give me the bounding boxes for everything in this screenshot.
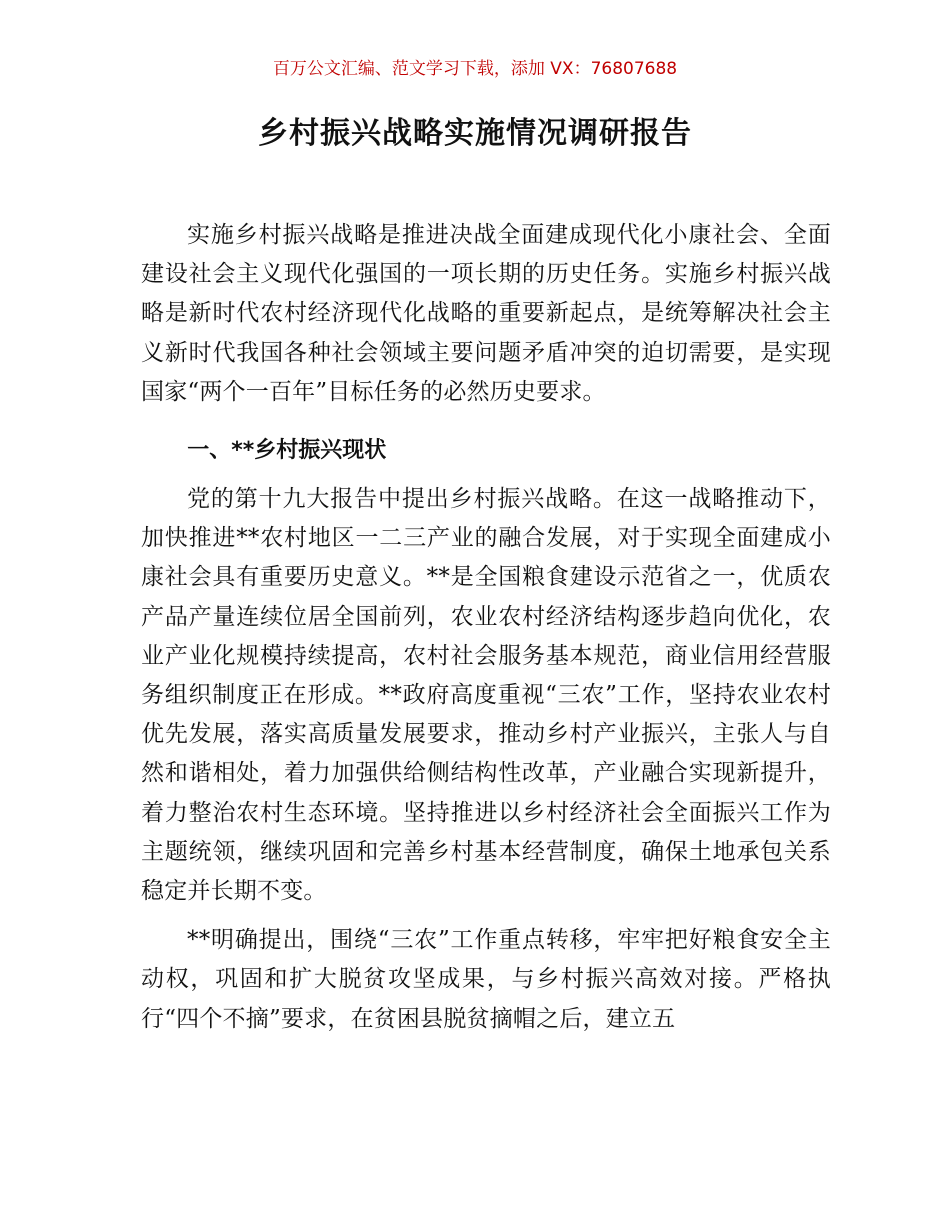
document-body	[141, 216, 831, 1039]
section-1-paragraph-1: 党的第十九大报告中提出乡村振兴战略。在这一战略推动下，加快推进**农村地区一二三产业的融合发展，对于实现全面建成小康社会具有重要历史意义。**是全国粮食建设示范省之一，优质农产品产量连续位居全国前列，农业农村经济结构逐步趋向优化，农业产业化规模持续提高，农村社会服务基本规范，商业信用经营服务组织制度正在形成。**政府高度重视“三农”工作，坚持农业农村优先发展，落实高质量发展要求，推动乡村产业振兴，主张人与自然和谐相处，着力加强供给侧结构性改革，产业融合实现新提升，着力整治农村生态环境。坚持推进以乡村经济社会全面振兴工作为主题统领，继续巩固和完善乡村基本经营制度，确保土地承包关系稳定并长期不变。	[141, 486, 831, 905]
document-title: 乡村振兴战略实施情况调研报告	[258, 116, 692, 151]
download-promo-note: 百万公文汇编、范文学习下载，添加 VX：76807688	[272, 59, 678, 79]
section-1-paragraph-2: **明确提出，围绕“三农”工作重点转移，牢牢把好粮食安全主动权，巩固和扩大脱贫攻坚成果，与乡村振兴高效对接。严格执行“四个不摘”要求，在贫困县脱贫摘帽之后，建立五	[141, 927, 831, 1032]
section-heading-status: 一、**乡村振兴现状	[187, 438, 387, 464]
intro-paragraph: 实施乡村振兴战略是推进决战全面建成现代化小康社会、全面建设社会主义现代化强国的一项长期的历史任务。实施乡村振兴战略是新时代农村经济现代化战略的重要新起点，是统筹解决社会主义新时代我国各种社会领域主要问题矛盾冲突的迫切需要，是实现国家“两个一百年”目标任务的必然历史要求。	[141, 222, 831, 405]
